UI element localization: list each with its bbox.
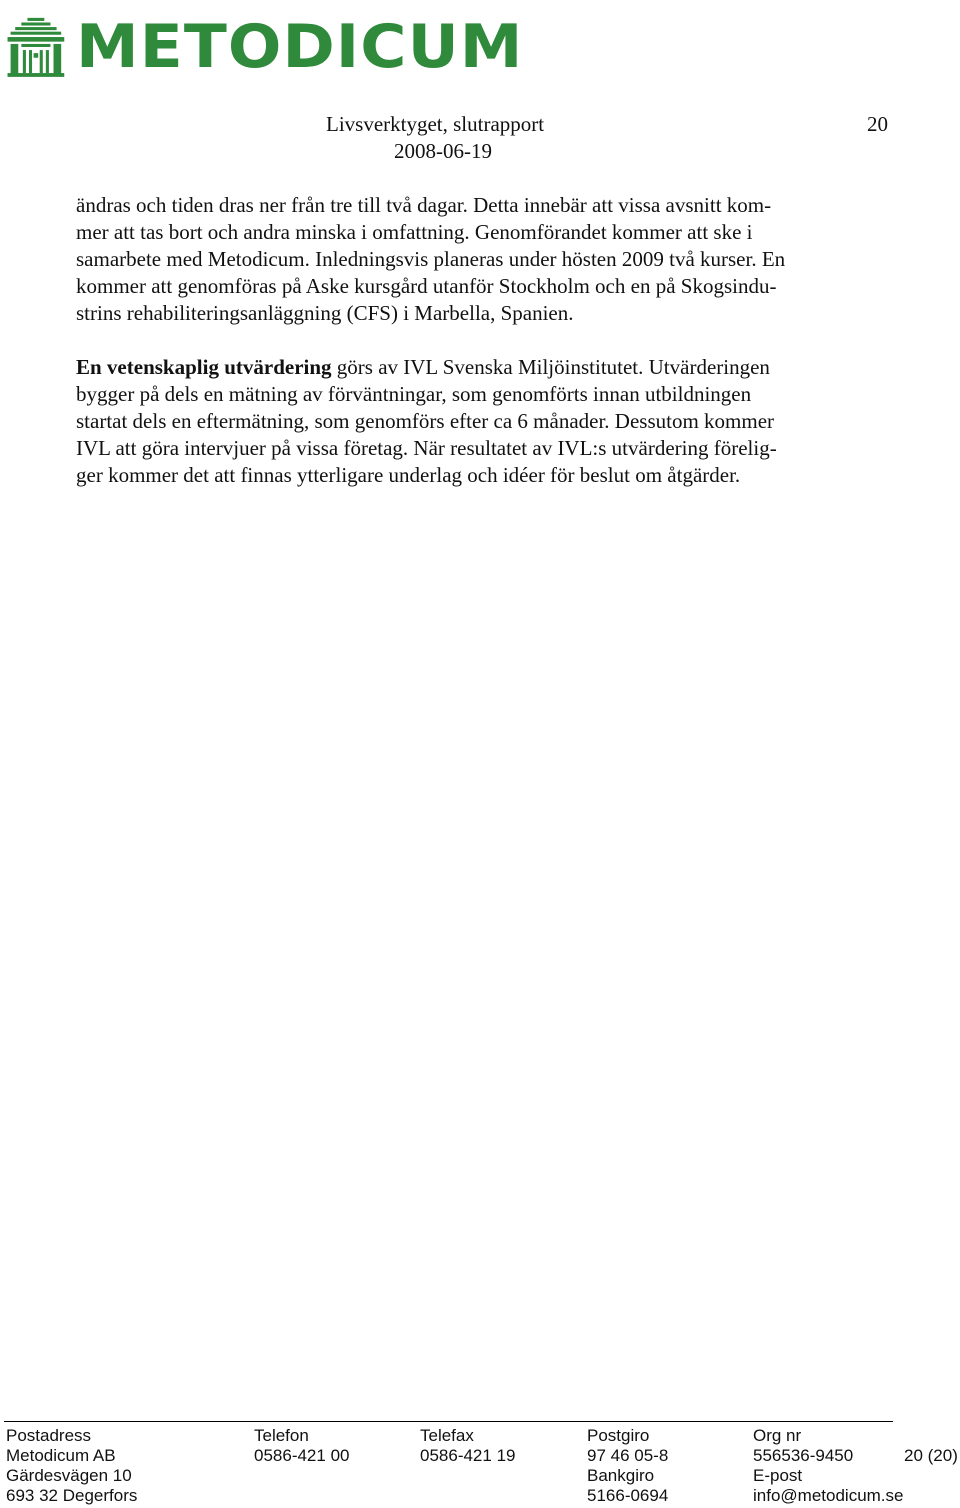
footer-orgnr-value: 556536-9450 bbox=[753, 1446, 854, 1465]
footer-postadress-line2: Gärdesvägen 10 bbox=[6, 1466, 132, 1485]
footer-telefax-value: 0586-421 19 bbox=[420, 1446, 516, 1465]
footer-telefon-label: Telefon bbox=[254, 1426, 309, 1445]
footer-telefax-label: Telefax bbox=[420, 1426, 474, 1445]
body-paragraph-1 bbox=[76, 192, 886, 327]
logo-emblem-icon bbox=[6, 7, 66, 87]
text-line: ger kommer det att finnas ytterligare underlag och idéer för beslut om åtgärder. bbox=[76, 463, 741, 487]
text-line: kommer att genomföras på Aske kursgård utanför Stockholm och en på Skogsindu- bbox=[76, 274, 777, 298]
footer-divider bbox=[4, 1421, 893, 1422]
text-line: IVL att göra intervjuer på vissa företag. När resultatet av IVL:s utvärdering förelig- bbox=[76, 436, 777, 460]
logo-wordmark: METODICUM bbox=[75, 12, 524, 82]
footer-bankgiro-value: 5166-0694 bbox=[587, 1486, 669, 1505]
footer-postadress-label: Postadress bbox=[6, 1426, 92, 1445]
text-line: strins rehabiliteringsanläggning (CFS) i Marbella, Spanien. bbox=[76, 301, 574, 325]
footer-orgnr-label: Org nr bbox=[753, 1426, 802, 1445]
text-line: bygger på dels en mätning av förväntningar, som genomförts innan utbildningen bbox=[76, 382, 752, 406]
text-line: ändras och tiden dras ner från tre till två dagar. Detta innebär att vissa avsnitt kom- bbox=[76, 193, 772, 217]
bold-lead: En vetenskaplig utvärdering bbox=[76, 355, 332, 379]
document-date: 2008-06-19 bbox=[394, 139, 492, 163]
body-paragraph-2 bbox=[76, 354, 886, 489]
text-line-rest: görs av IVL Svenska Miljöinstitutet. Utvärderingen bbox=[331, 355, 770, 379]
document-title: Livsverktyget, slutrapport bbox=[326, 112, 545, 136]
text-line: samarbete med Metodicum. Inledningsvis planeras under hösten 2009 två kurser. En bbox=[76, 247, 786, 271]
footer-page-count: 20 (20) bbox=[904, 1446, 958, 1465]
footer-epost-value: info@metodicum.se bbox=[753, 1486, 904, 1505]
footer-postgiro-value: 97 46 05-8 bbox=[587, 1446, 669, 1465]
footer-postgiro-label: Postgiro bbox=[587, 1426, 650, 1445]
footer-epost-label: E-post bbox=[753, 1466, 803, 1485]
text-line: mer att tas bort och andra minska i omfattning. Genomförandet kommer att ske i bbox=[76, 220, 753, 244]
text-line bbox=[76, 354, 886, 381]
footer-postadress-line1: Metodicum AB bbox=[6, 1446, 116, 1465]
footer-postadress-line3: 693 32 Degerfors bbox=[6, 1486, 138, 1505]
page-number: 20 bbox=[867, 112, 888, 136]
company-logo bbox=[6, 4, 524, 90]
footer-bankgiro-label: Bankgiro bbox=[587, 1466, 655, 1485]
text-line: startat dels en eftermätning, som genomförs efter ca 6 månader. Dessutom kommer bbox=[76, 409, 775, 433]
footer-telefon-value: 0586-421 00 bbox=[254, 1446, 350, 1465]
